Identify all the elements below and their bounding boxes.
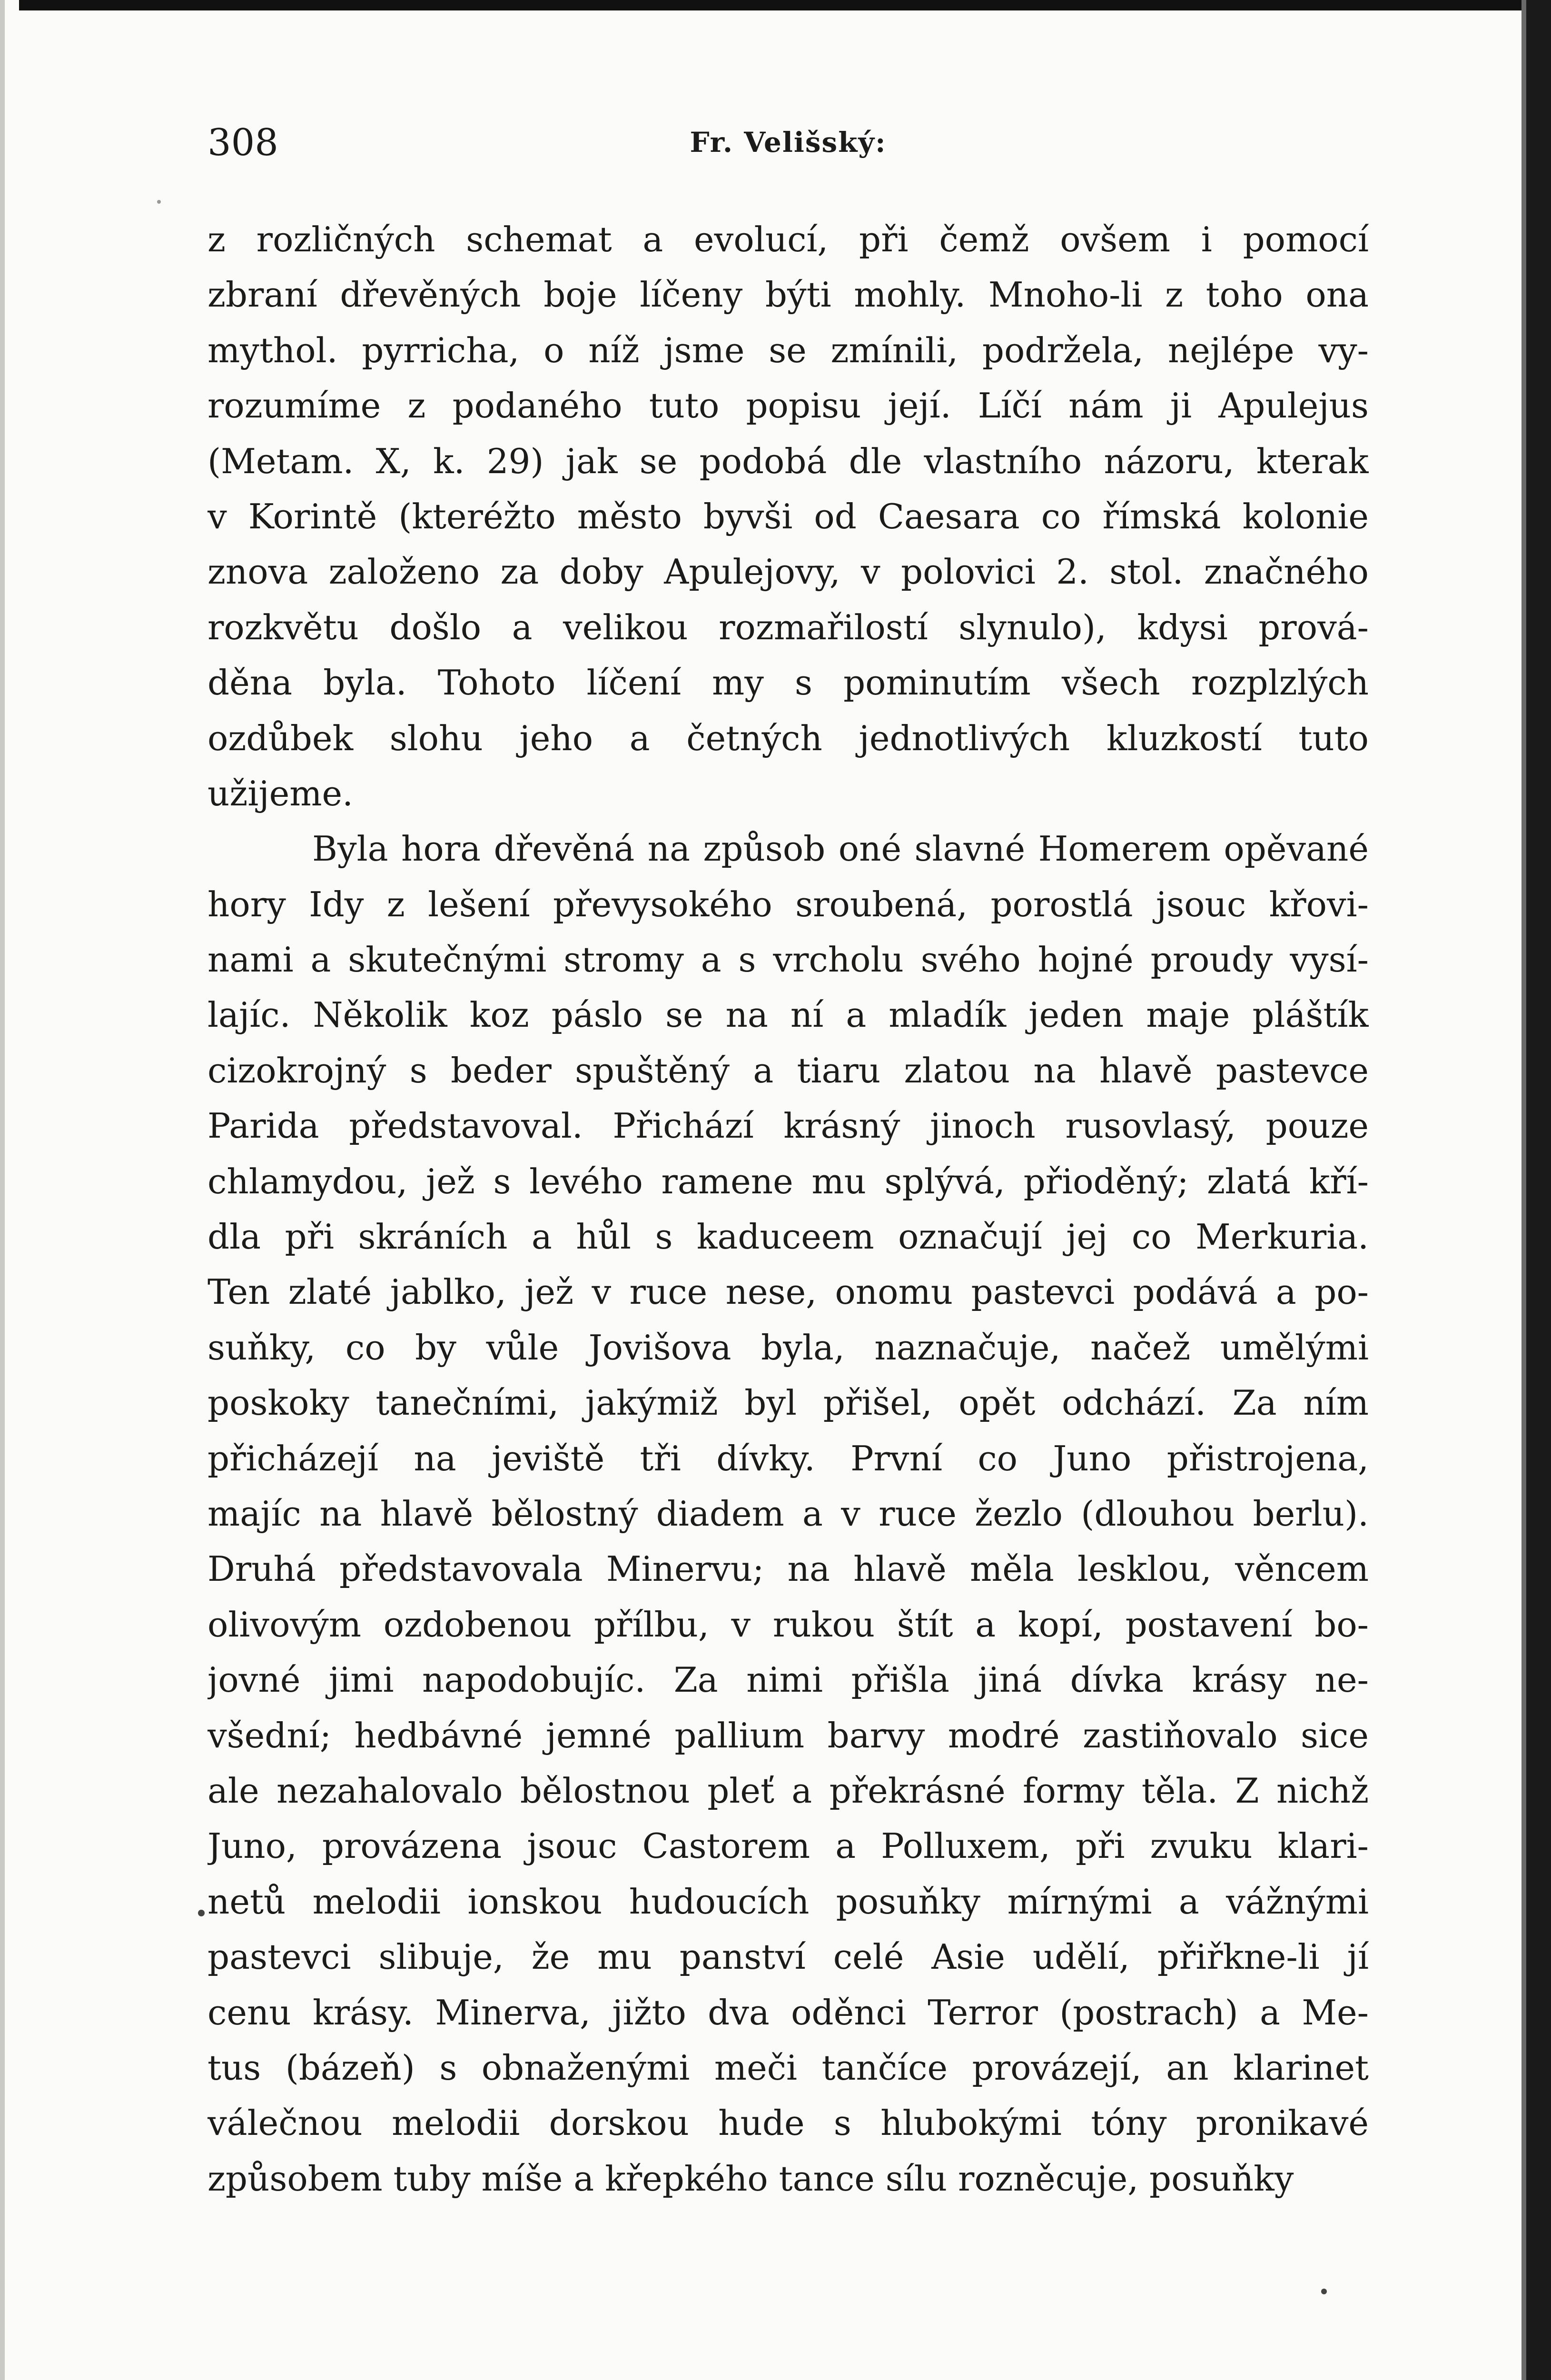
page-number: 308 — [207, 121, 278, 164]
scan-edge-left — [0, 0, 5, 2380]
text-line: mythol. pyrricha, o níž jsme se zmínili, podržela, nejlépe vy- — [207, 330, 1369, 370]
text-line: Byla hora dřevěná na způsob oné slavné Homerem opěvané — [312, 829, 1369, 869]
text-line: rozkvětu došlo a velikou rozmařilostí slynulo), kdysi prová- — [207, 607, 1369, 647]
text-line: chlamydou, jež s levého ramene mu splývá, přioděný; zlatá kří- — [207, 1161, 1369, 1201]
text-line: Juno, provázena jsouc Castorem a Polluxem, při zvuku klari- — [207, 1826, 1369, 1866]
text-line: jovné jimi napodobujíc. Za nimi přišla jiná dívka krásy ne- — [207, 1660, 1369, 1700]
text-line: z rozličných schemat a evolucí, při čemž ovšem i pomocí — [207, 219, 1369, 259]
text-line: v Korintě (kteréžto město byvši od Caesara co římská kolonie — [207, 496, 1369, 536]
text-line: zbraní dřevěných boje líčeny býti mohly. Mnoho-li z toho ona — [207, 275, 1369, 315]
paragraph — [207, 821, 1369, 2206]
text-line: ale nezahalovalo bělostnou pleť a překrásné formy těla. Z nichž — [207, 1770, 1369, 1811]
body-text — [207, 212, 1369, 2206]
text-line: pastevci slibuje, že mu panství celé Asie udělí, přiřkne-li jí — [207, 1937, 1369, 1977]
scan-edge-right — [1526, 0, 1551, 2380]
text-line: cizokrojný s beder spuštěný a tiaru zlatou na hlavě pastevce — [207, 1050, 1369, 1091]
text-line: lajíc. Několik koz páslo se na ní a mladík jeden maje pláštík — [207, 995, 1369, 1035]
text-line: způsobem tuby míše a křepkého tance sílu rozněcuje, posuňky — [207, 2158, 1294, 2199]
text-line: olivovým ozdobenou přílbu, v rukou štít a kopí, postavení bo- — [207, 1604, 1369, 1645]
text-line: Parida představoval. Přichází krásný jinoch rusovlasý, pouze — [207, 1106, 1369, 1146]
text-line: rozumíme z podaného tuto popisu její. Líčí nám ji Apulejus — [207, 386, 1369, 426]
scan-edge-top — [19, 0, 1532, 10]
running-head: Fr. Velišský: — [690, 126, 887, 159]
text-line: majíc na hlavě bělostný diadem a v ruce žezlo (dlouhou berlu). — [207, 1493, 1369, 1534]
text-line: poskoky tanečními, jakýmiž byl přišel, opět odchází. Za ním — [207, 1383, 1369, 1423]
scan-edge-right-shadow — [1521, 0, 1526, 2380]
ink-speck — [198, 1910, 205, 1916]
text-line: přicházejí na jeviště tři dívky. První co Juno přistrojena, — [207, 1438, 1369, 1478]
page-header — [207, 119, 1369, 176]
text-line: tus (bázeň) s obnaženými meči tančíce provázejí, an klarinet — [207, 2047, 1369, 2088]
text-line: válečnou melodii dorskou hude s hlubokými tóny pronikavé — [207, 2103, 1369, 2143]
text-line: dla při skráních a hůl s kaduceem označují jej co Merkuria. — [207, 1217, 1369, 1257]
ink-speck — [157, 200, 161, 204]
text-line: netů melodii ionskou hudoucích posuňky mírnými a vážnými — [207, 1881, 1369, 1922]
paragraph — [207, 212, 1369, 821]
text-line: Druhá představovala Minervu; na hlavě měla lesklou, věncem — [207, 1549, 1369, 1589]
text-line: znova založeno za doby Apulejovy, v polovici 2. stol. značného — [207, 552, 1369, 592]
ink-speck — [1321, 2289, 1327, 2294]
text-line: všední; hedbávné jemné pallium barvy modré zastiňovalo sice — [207, 1715, 1369, 1755]
text-line: děna byla. Tohoto líčení my s pominutím všech rozplzlých — [207, 663, 1369, 703]
text-line: suňky, co by vůle Jovišova byla, naznačuje, načež umělými — [207, 1327, 1369, 1368]
text-line: Ten zlaté jablko, jež v ruce nese, onomu pastevci podává a po- — [207, 1272, 1369, 1312]
text-line: nami a skutečnými stromy a s vrcholu svého hojné proudy vysí- — [207, 940, 1369, 980]
text-line: cenu krásy. Minerva, jižto dva oděnci Terror (postrach) a Me- — [207, 1992, 1369, 2033]
text-line: ozdůbek slohu jeho a četných jednotlivých kluzkostí tuto — [207, 718, 1369, 758]
text-line: užijeme. — [207, 773, 354, 813]
text-line: (Metam. X, k. 29) jak se podobá dle vlastního názoru, kterak — [207, 441, 1369, 481]
text-line: hory Idy z lešení převysokého sroubená, porostlá jsouc křovi- — [207, 884, 1369, 924]
